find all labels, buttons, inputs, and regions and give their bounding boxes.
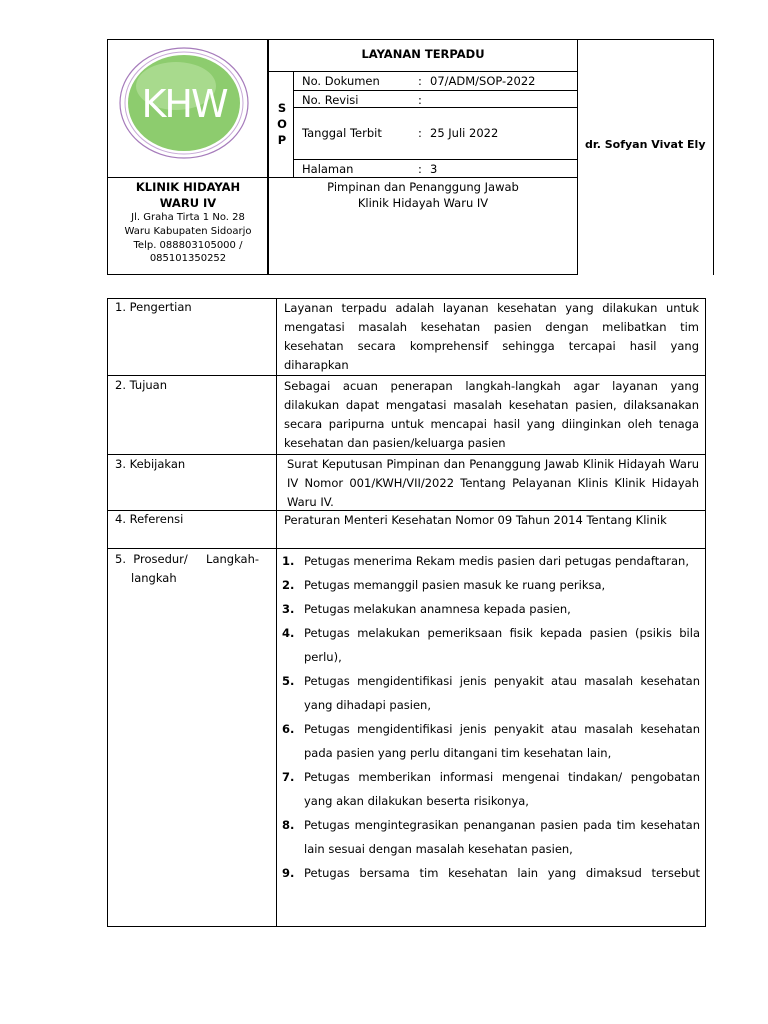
step-text: Petugas mengidentifikasi jenis penyakit atau masalah kesehatan pada pasien yang perlu ditangani tim kesehatan lain, [304, 722, 700, 760]
label-prosedur-line1: 5. Prosedur/ Langkah- [115, 552, 260, 566]
field-sep-tanggal-terbit: : [418, 126, 422, 140]
step-number: 3. [282, 602, 295, 616]
procedure-step [282, 813, 700, 861]
row-divider-1 [107, 375, 706, 376]
clinic-phone-line2: 085101350252 [149, 253, 227, 264]
step-number: 1. [282, 554, 295, 568]
step-text: Petugas mengidentifikasi jenis penyakit atau masalah kesehatan yang dihadapi pasien, [304, 674, 700, 712]
step-number: 9. [282, 866, 295, 880]
header-row-line-title [268, 71, 578, 72]
header-border-top [107, 39, 714, 40]
step-text: Petugas menerima Rekam medis pasien dari petugas pendaftaran, [304, 554, 689, 568]
content-border-left [107, 298, 108, 927]
clinic-address-line2: Waru Kabupaten Sidoarjo [124, 226, 252, 237]
field-value-halaman: 3 [430, 162, 438, 176]
label-kebijakan: 3. Kebijakan [115, 457, 186, 471]
field-value-tanggal-terbit: 25 Juli 2022 [430, 126, 499, 140]
step-number: 2. [282, 578, 295, 592]
field-sep-no-revisi: : [418, 93, 422, 107]
sop-letter-p: P [277, 133, 287, 147]
step-number: 6. [282, 722, 295, 736]
field-sep-no-dokumen: : [418, 74, 422, 88]
step-number: 4. [282, 626, 295, 640]
procedure-step [282, 621, 700, 669]
label-referensi: 4. Referensi [115, 512, 184, 526]
clinic-phone-line1: Telp. 088803105000 / [133, 240, 243, 251]
field-label-no-revisi: No. Revisi [302, 93, 359, 107]
step-text: Petugas memanggil pasien masuk ke ruang periksa, [304, 578, 606, 592]
procedure-step [282, 717, 700, 765]
header-row-line-dok [294, 90, 578, 91]
procedure-step [282, 573, 700, 597]
signatory-name: dr. Sofyan Vivat Ely [585, 138, 706, 151]
logo-text: KHW [141, 82, 227, 126]
step-text: Petugas melakukan pemeriksaan fisik kepada pasien (psikis bila perlu), [304, 626, 700, 664]
step-number: 7. [282, 770, 295, 784]
step-text: Petugas mengintegrasikan penanganan pasien pada tim kesehatan lain sesuai dengan masalah kesehatan pasien, [304, 818, 700, 856]
label-pengertian: 1. Pengertian [115, 300, 192, 314]
procedure-step [282, 597, 700, 621]
procedure-step [282, 669, 700, 717]
header-sop-divider [293, 71, 294, 178]
content-border-right [705, 298, 706, 927]
content-border-bottom [107, 926, 706, 927]
procedure-step [282, 549, 700, 573]
procedure-steps-list [282, 549, 700, 885]
label-prosedur-line2: langkah [131, 571, 177, 585]
procedure-step [282, 861, 700, 885]
step-text: Petugas melakukan anamnesa kepada pasien, [304, 602, 571, 616]
step-text: Petugas bersama tim kesehatan lain yang dimaksud tersebut [304, 866, 700, 880]
step-number: 5. [282, 674, 295, 688]
step-text: Petugas memberikan informasi mengenai tindakan/ pengobatan yang akan dilakukan beserta risikonya, [304, 770, 700, 808]
text-tujuan: Sebagai acuan penerapan langkah-langkah agar layanan yang dilakukan dapat mengatasi masalah kesehatan pasien, dilaksanakan secara paripurna untuk mencapai hasil yang diinginkan oleh tenaga kesehatan dan pasien/keluarga pasien [284, 379, 699, 450]
clinic-address-line1: Jl. Graha Tirta 1 No. 28 [131, 212, 245, 223]
sop-letter-s: S [277, 101, 287, 115]
header-row-line-rev [294, 107, 578, 108]
header-row-line-mid [107, 177, 578, 178]
step-number: 8. [282, 818, 295, 832]
header-border-bottom [107, 274, 578, 275]
field-value-no-dokumen: 07/ADM/SOP-2022 [430, 74, 536, 88]
label-tujuan: 2. Tujuan [115, 378, 168, 392]
text-kebijakan: Surat Keputusan Pimpinan dan Penanggung Jawab Klinik Hidayah Waru IV Nomor 001/KWH/VII/2022 Tentang Pelayanan Klinis Klinik Hidayah Waru IV. [287, 457, 699, 509]
field-label-halaman: Halaman [302, 162, 354, 176]
clinic-name-line2: WARU IV [159, 196, 217, 210]
sop-letter-o: O [277, 117, 287, 131]
text-referensi: Peraturan Menteri Kesehatan Nomor 09 Tahun 2014 Tentang Klinik [284, 513, 667, 527]
header-border-far-right [713, 39, 714, 275]
document-title: LAYANAN TERPADU [361, 47, 485, 61]
header-row-line-tgl [294, 159, 578, 160]
clinic-name-line1: KLINIK HIDAYAH [135, 180, 241, 194]
content-column-divider [276, 298, 277, 927]
leader-line2: Klinik Hidayah Waru IV [357, 196, 489, 210]
field-label-no-dokumen: No. Dokumen [302, 74, 380, 88]
leader-line1: Pimpinan dan Penanggung Jawab [327, 180, 519, 194]
field-sep-halaman: : [418, 162, 422, 176]
clinic-logo [118, 46, 250, 160]
text-pengertian: Layanan terpadu adalah layanan kesehatan yang dilakukan untuk mengatasi masalah kesehatan pasien dengan melibatkan tim kesehatan secara komprehensif sehingga tercapai hasil yang diharapkan [284, 301, 699, 372]
field-label-tanggal-terbit: Tanggal Terbit [302, 126, 382, 140]
header-divider-right [577, 39, 578, 275]
procedure-step [282, 765, 700, 813]
